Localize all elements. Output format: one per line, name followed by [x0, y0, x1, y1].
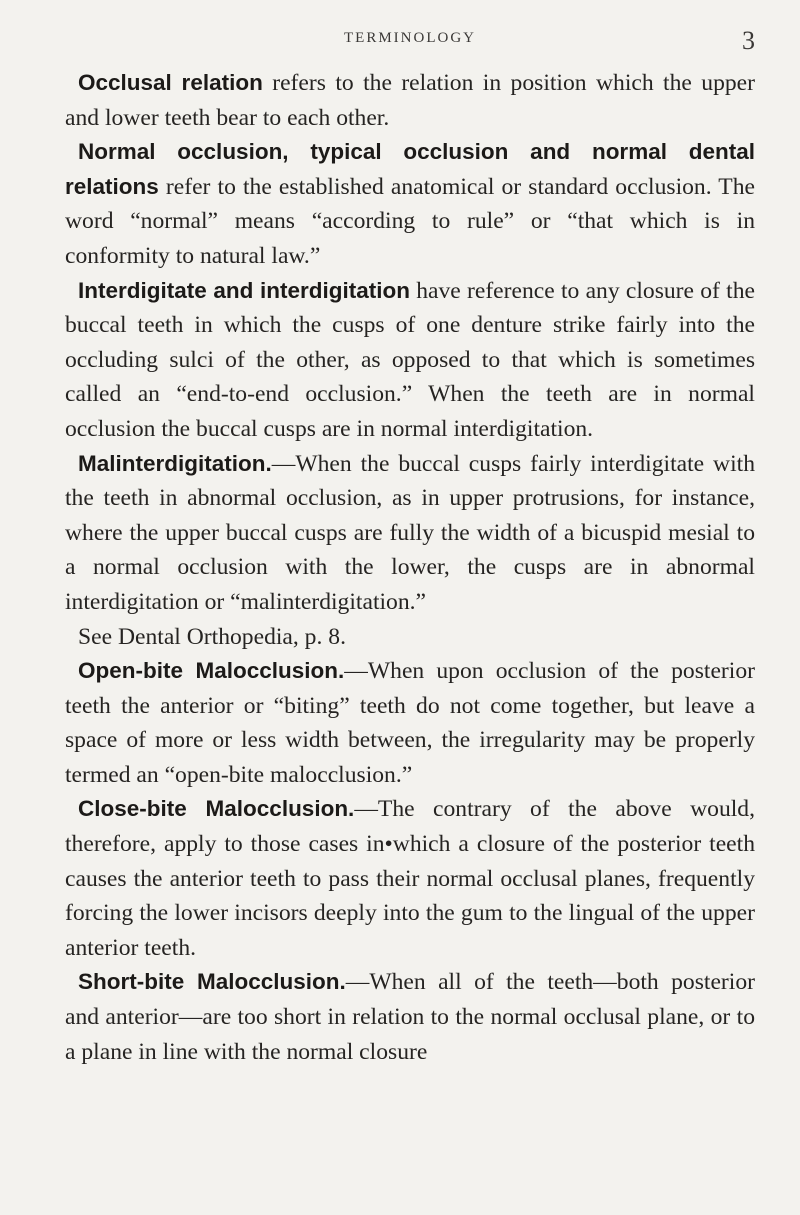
- paragraph-interdigitate: [65, 274, 755, 447]
- term-interdigitate: Interdigitate and interdigitation: [78, 277, 410, 303]
- running-head: TERMINOLOGY: [344, 30, 476, 46]
- definition-open-bite: —When upon occlusion of the posterior teeth the anterior or “biting” teeth do not come together, but leave a space of more or less width between, the irregularity may be properly termed an “open-bite malocclusion.”: [65, 658, 755, 788]
- definition-malinterdigitation: —When the buccal cusps fairly interdigitate with the teeth in abnormal occlusion, as in upper protrusions, for instance, where the upper buccal cusps are fully the width of a bicuspid mesial to a normal occlusion with the lower, the cusps are in abnormal interdigitation or “malinterdigitation.”: [65, 450, 755, 615]
- definition-normal-occlusion: refer to the established anatomical or standard occlusion. The word “normal” means “according to rule” or “that which is in conformity to natural law.”: [65, 173, 755, 269]
- term-close-bite: Close-bite Malocclusion.: [78, 796, 355, 822]
- term-normal-occlusion: Normal occlusion, typical occlusion and normal dental relations: [65, 139, 755, 199]
- term-occlusal-relation: Occlusal relation: [78, 70, 263, 95]
- reference-text: See Dental Orthopedia, p. 8.: [78, 623, 346, 650]
- definition-interdigitate: have reference to any closure of the buccal teeth in which the cusps of one denture strike fairly into the occluding sulci of the other, as opposed to that which is sometimes called an “end-to-end occlusion.” When the teeth are in normal occlusion the buccal cusps are in normal interdigitation.: [65, 277, 755, 442]
- paragraph-occlusal-relation: [65, 66, 755, 135]
- definition-close-bite: —The contrary of the above would, therefore, apply to those cases in•which a closure of the posterior teeth causes the anterior teeth to pass their normal occlusal planes, frequently forcing the lower incisors deeply into the gum to the lingual of the upper anterior teeth.: [65, 796, 755, 961]
- paragraph-normal-occlusion: [65, 135, 755, 273]
- definition-occlusal-relation: refers to the relation in position which the upper and lower teeth bear to each other.: [65, 70, 755, 131]
- paragraph-malinterdigitation: [65, 447, 755, 620]
- definition-short-bite: —When all of the teeth—both posterior and anterior—are too short in relation to the normal occlusal plane, or to a plane in line with the normal closure: [65, 969, 755, 1065]
- book-page: [65, 26, 755, 1069]
- page-header: [65, 26, 755, 66]
- paragraph-short-bite: [65, 965, 755, 1069]
- term-short-bite: Short-bite Malocclusion.: [78, 969, 346, 995]
- term-open-bite: Open-bite Malocclusion.: [78, 658, 345, 684]
- page-number: 3: [742, 26, 755, 55]
- body-text: [65, 66, 755, 1069]
- paragraph-close-bite: [65, 792, 755, 965]
- paragraph-reference: [65, 620, 755, 655]
- paragraph-open-bite: [65, 654, 755, 792]
- term-malinterdigitation: Malinterdigitation.: [78, 450, 272, 476]
